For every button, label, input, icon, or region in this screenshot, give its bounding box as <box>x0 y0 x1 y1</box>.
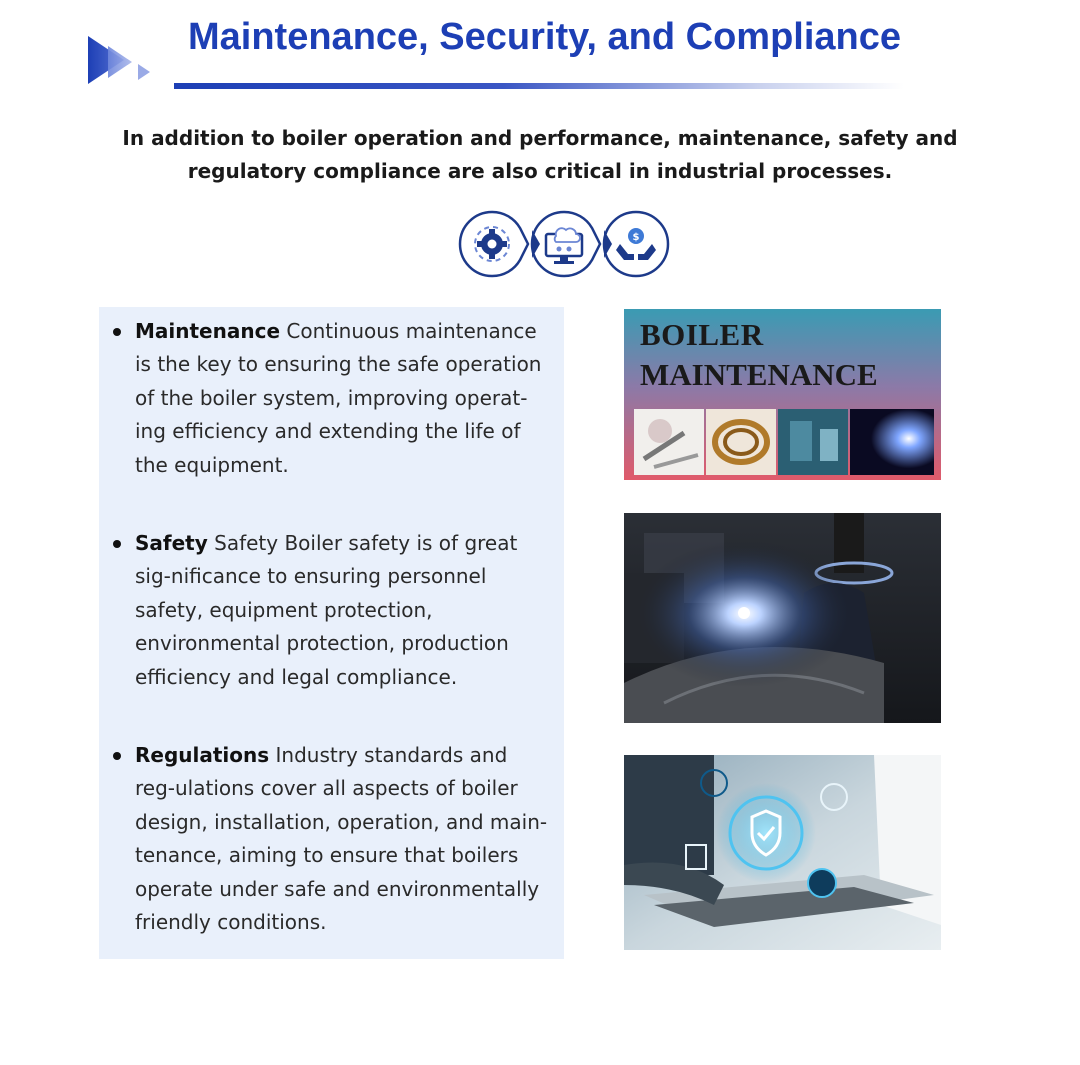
svg-text:$: $ <box>632 232 640 243</box>
text-maintenance: Continuous maintenance is the key to ensuring the safe operation of the boiler system, improving operat-ing efficiency and extending the life of the equipment. <box>135 319 542 477</box>
text-regulations: Industry standards and reg-ulations cover all aspects of boiler design, installation, operation, and main-tenance, aiming to ensure that boilers operate under safe and environmentally friendly conditions. <box>135 743 548 935</box>
text-safety: Safety Boiler safety is of great sig-nificance to ensuring personnel safety, equipment protection, environmental protection, production efficiency and legal compliance. <box>135 531 518 689</box>
list-item-safety <box>135 527 550 694</box>
term-safety: Safety <box>135 531 208 555</box>
bullet-dot <box>113 540 121 548</box>
bullet-dot <box>113 752 121 760</box>
intro-text: In addition to boiler operation and performance, maintenance, safety and regulatory compliance are also critical in industrial processes. <box>122 126 958 183</box>
term-regulations: Regulations <box>135 743 270 767</box>
list-item-maintenance <box>135 315 550 482</box>
page-title: Maintenance, Security, and Compliance <box>188 16 902 58</box>
cloud-monitor-icon <box>532 212 600 276</box>
bullet-dot <box>113 328 121 336</box>
banner-line-2: MAINTENANCE <box>640 357 878 392</box>
list-item-regulations <box>135 739 550 939</box>
hand-coin-icon <box>604 212 668 276</box>
gear-icon <box>460 212 528 276</box>
info-panel <box>99 307 564 959</box>
process-icon-chain <box>456 208 672 280</box>
security-laptop-photo <box>624 755 941 950</box>
banner-line-1: BOILER <box>640 317 764 352</box>
play-arrows-icon <box>86 34 156 90</box>
term-maintenance: Maintenance <box>135 319 281 343</box>
boiler-maintenance-image <box>624 309 941 480</box>
welding-photo <box>624 513 941 723</box>
title-underline <box>174 83 904 89</box>
